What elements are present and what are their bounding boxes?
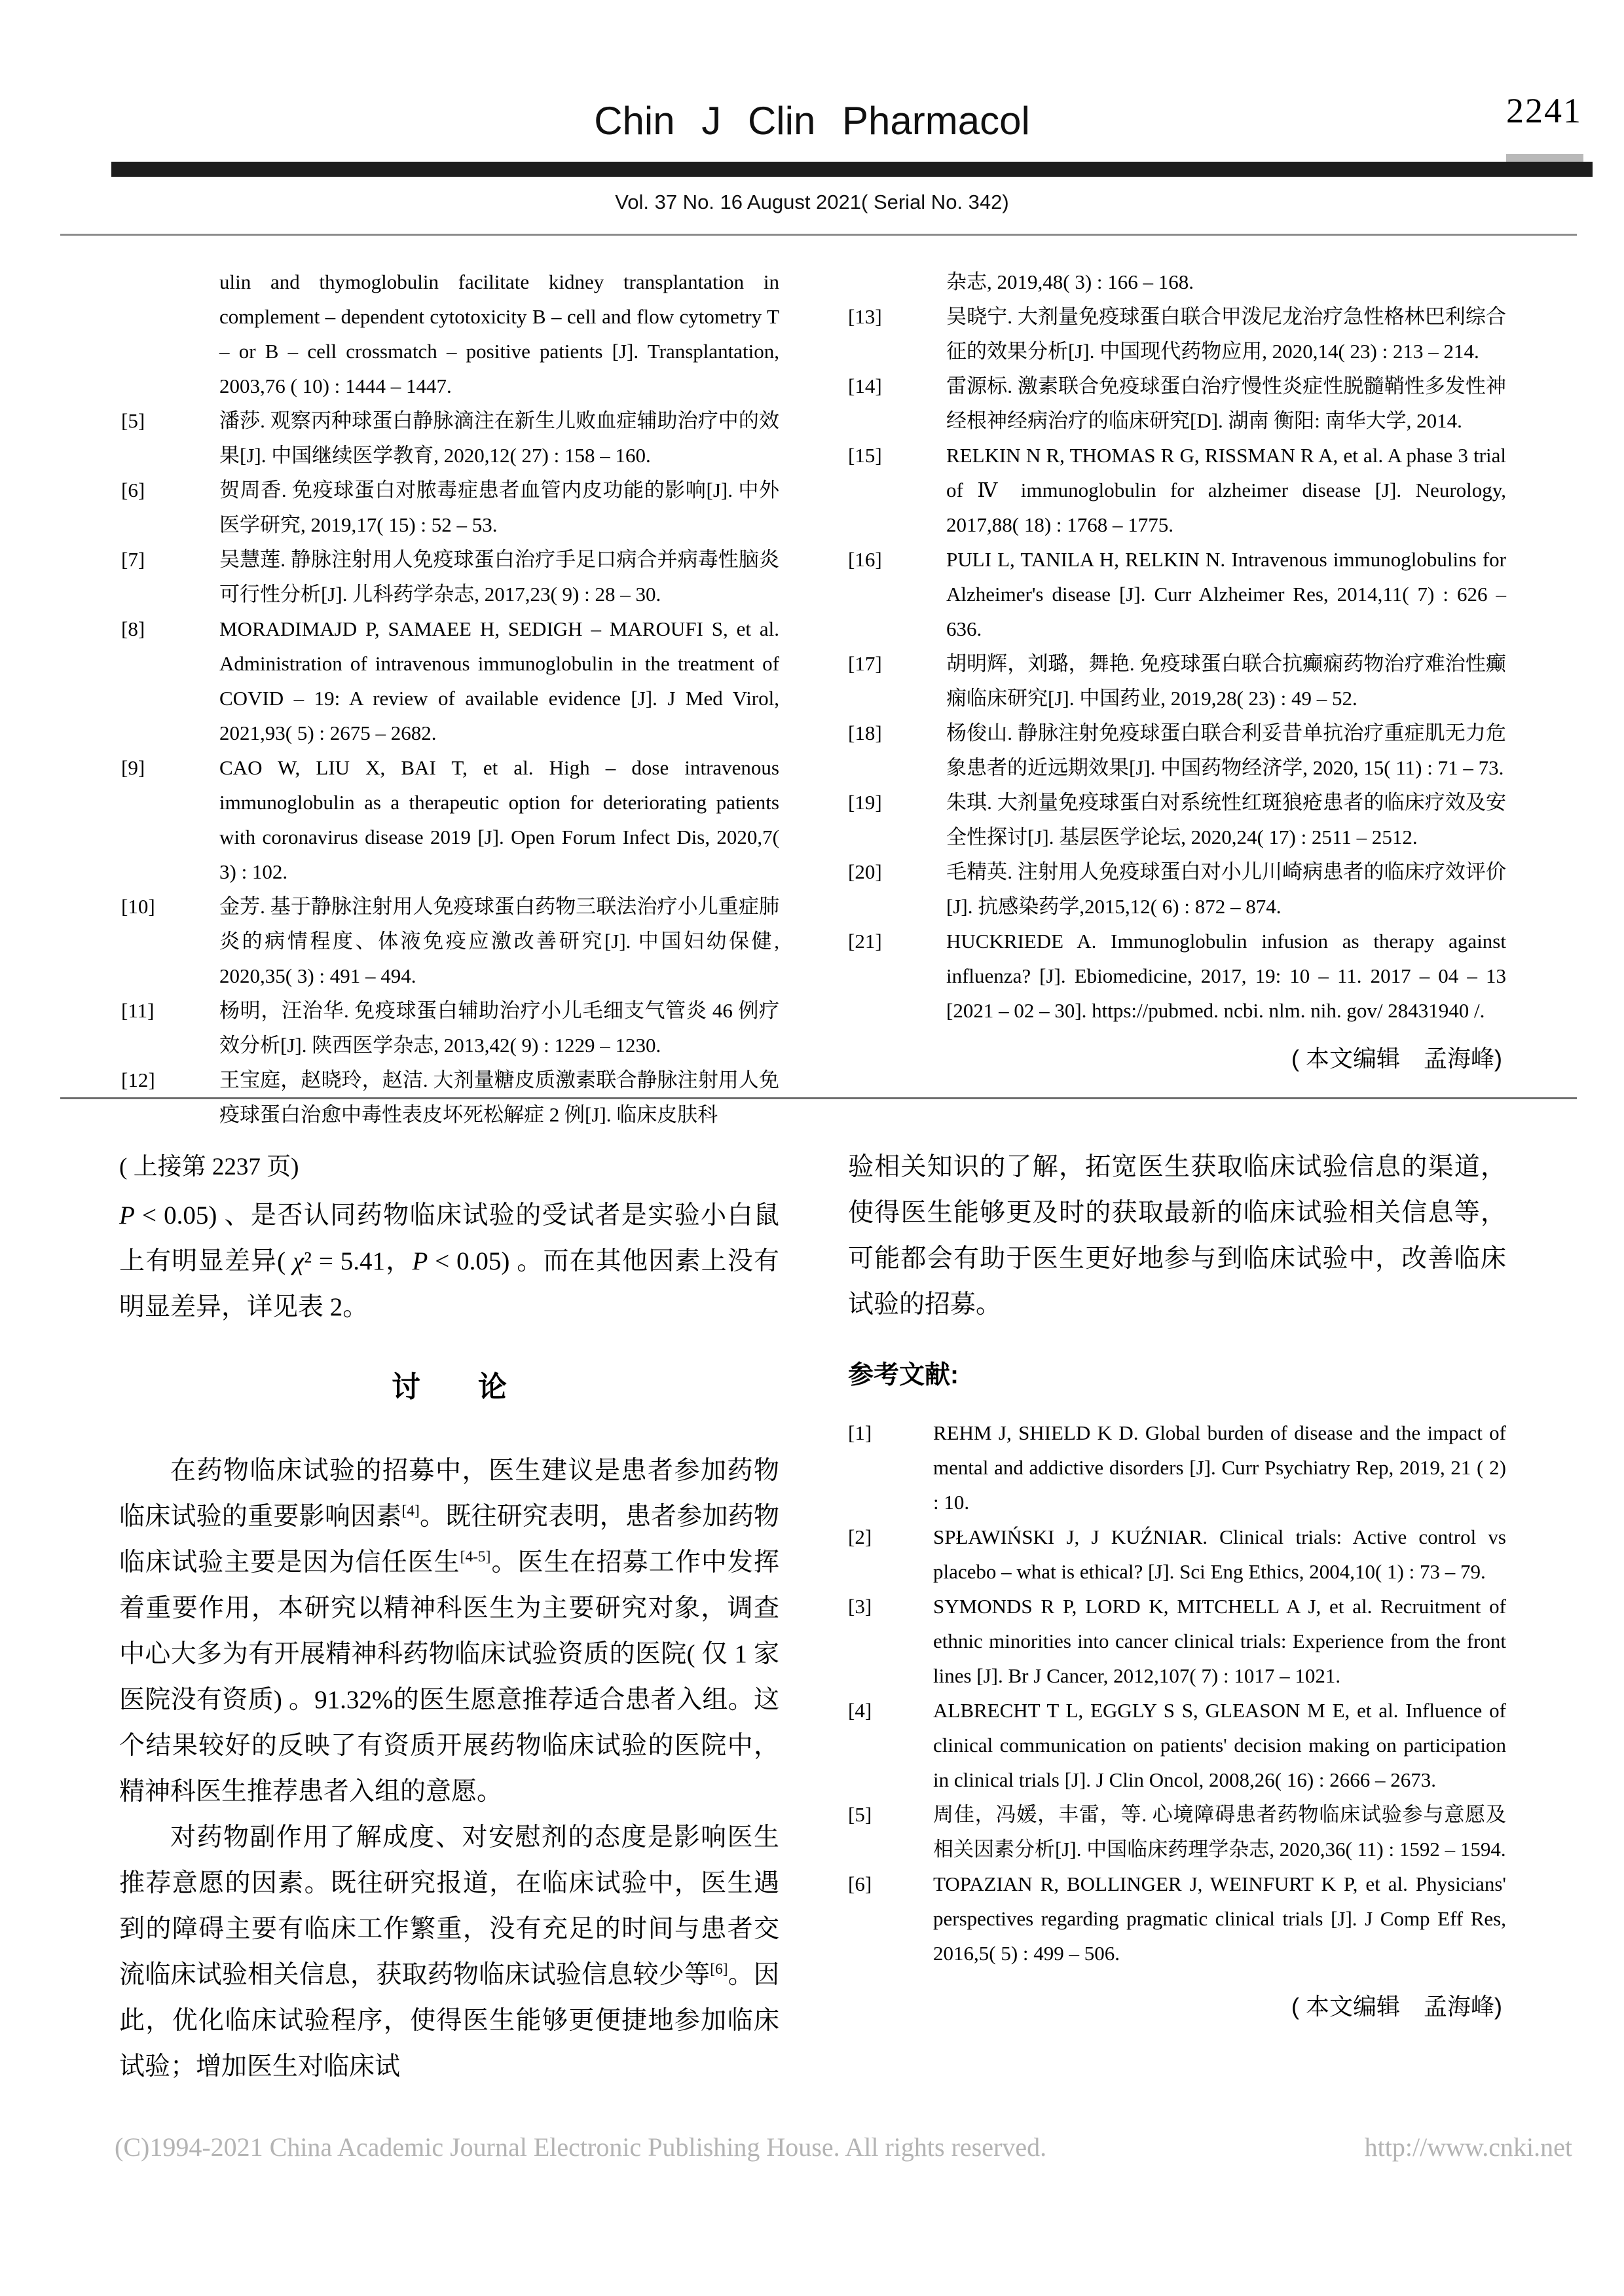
reference-text: 杨俊山. 静脉注射免疫球蛋白联合利妥昔单抗治疗重症肌无力危象患者的近远期效果[J]. 中国药物经济学, 2020, 15( 11) : 71 – 73.	[946, 721, 1506, 779]
reference-item	[121, 542, 779, 611]
discussion-heading: 讨 论	[392, 1371, 507, 1403]
reference-item	[848, 924, 1506, 1028]
article-text-block	[119, 1448, 779, 2090]
reference-text: 朱琪. 大剂量免疫球蛋白对系统性红斑狼疮患者的临床疗效及安全性探讨[J]. 基层医学论坛, 2020,24( 17) : 2511 – 2512.	[946, 791, 1506, 848]
references-list-right	[848, 264, 1506, 1028]
continuation-note: ( 上接第 2237 页)	[119, 1154, 299, 1180]
article-references-list	[848, 1415, 1506, 1971]
reference-label: [16]	[848, 548, 882, 571]
article-text-block	[848, 1144, 1506, 1328]
section-divider-rule	[60, 1097, 1577, 1099]
reference-text: HUCKRIEDE A. Immunoglobulin infusion as therapy against influenza? [J]. Ebiomedicine, 2017, 19: 10 – 11. 2017 – 04 – 13 [2021 – 02 – 30]. https://pubmed. ncbi. nlm. nih. gov/ 28431940 /.	[946, 930, 1506, 1022]
reference-label: [5]	[121, 409, 145, 432]
reference-text: 杨明，汪治华. 免疫球蛋白辅助治疗小儿毛细支气管炎 46 例疗效分析[J]. 陕西医学杂志, 2013,42( 9) : 1229 – 1230.	[219, 999, 779, 1057]
reference-text: RELKIN N R, THOMAS R G, RISSMAN R A, et al. A phase 3 trial of Ⅳ immunoglobulin for alzheimer disease [J]. Neurology, 2017,88( 18) : 1768 – 1775.	[946, 444, 1506, 536]
reference-text: 贺周香. 免疫球蛋白对脓毒症患者血管内皮功能的影响[J]. 中外医学研究, 2019,17( 15) : 52 – 53.	[219, 479, 779, 536]
reference-label: [14]	[848, 374, 882, 397]
reference-label: [2]	[848, 1525, 872, 1548]
page-number: 2241	[1506, 91, 1582, 130]
references-column-right	[848, 264, 1506, 1076]
reference-item	[848, 785, 1506, 854]
paragraph: 验相关知识的了解，拓宽医生获取临床试验信息的渠道，使得医生能够更及时的获取最新的临床试验相关信息等，可能都会有助于医生更好地参与到临床试验中，改善临床试验的招募。	[848, 1153, 1506, 1319]
reference-text: SYMONDS R P, LORD K, MITCHELL A J, et al. Recruitment of ethnic minorities into cancer clinical trials: Experience from the front lines [J]. Br J Cancer, 2012,107( 7) : 1017 – 1021.	[933, 1595, 1506, 1687]
reference-item	[848, 716, 1506, 785]
reference-label: [1]	[848, 1421, 872, 1444]
reference-item	[121, 750, 779, 889]
reference-label: [6]	[121, 479, 145, 501]
volume-line: Vol. 37 No. 16 August 2021( Serial No. 342)	[615, 191, 1009, 213]
reference-text: PULI L, TANILA H, RELKIN N. Intravenous immunoglobulins for Alzheimer's disease [J]. Curr Alzheimer Res, 2014,11( 7) : 626 – 636.	[946, 548, 1506, 640]
reference-label: [10]	[121, 895, 155, 918]
reference-text: 雷源标. 激素联合免疫球蛋白治疗慢性炎症性脱髓鞘性多发性神经根神经病治疗的临床研究[D]. 湖南 衡阳: 南华大学, 2014.	[946, 374, 1506, 432]
reference-text: 金芳. 基于静脉注射用人免疫球蛋白药物三联法治疗小儿重症肺炎的病情程度、体液免疫应激改善研究[J]. 中国妇幼保健, 2020,35( 3) : 491 – 494.	[219, 895, 779, 987]
header-bar-accent	[1506, 154, 1583, 162]
reference-item	[848, 1589, 1506, 1693]
reference-text: 周佳，冯媛，丰雷，等. 心境障碍患者药物临床试验参与意愿及相关因素分析[J]. 中国临床药理学杂志, 2020,36( 11) : 1592 – 1594.	[933, 1803, 1506, 1861]
reference-text: SPŁAWIŃSKI J, J KUŹNIAR. Clinical trials: Active control vs placebo – what is ethical? [J]. Sci Eng Ethics, 2004,10( 1) : 73 – 79.	[933, 1525, 1506, 1583]
journal-title: Chin J Clin Pharmacol	[594, 99, 1030, 143]
reference-label: [13]	[848, 305, 882, 328]
reference-text: 杂志, 2019,48( 3) : 166 – 168.	[946, 270, 1194, 293]
header-divider-rule	[60, 234, 1577, 236]
article-column-left	[119, 1144, 779, 2090]
reference-label: [20]	[848, 860, 882, 883]
copyright-text: (C)1994-2021 China Academic Journal Electronic Publishing House. All rights reserved.	[115, 2132, 1047, 2162]
reference-text: 潘莎. 观察丙种球蛋白静脉滴注在新生儿败血症辅助治疗中的效果[J]. 中国继续医学教育, 2020,12( 27) : 158 – 160.	[219, 409, 779, 467]
reference-text: TOPAZIAN R, BOLLINGER J, WEINFURT K P, et al. Physicians' perspectives regarding pragmatic clinical trials [J]. J Comp Eff Res, 2016,5( 5) : 499 – 506.	[933, 1872, 1506, 1965]
cnki-url: http://www.cnki.net	[1364, 2132, 1572, 2162]
reference-text: 毛精英. 注射用人免疫球蛋白对小儿川崎病患者的临床疗效评价[J]. 抗感染药学,2015,12( 6) : 872 – 874.	[946, 860, 1506, 918]
paragraph: 对药物副作用了解成度、对安慰剂的态度是影响医生推荐意愿的因素。既往研究报道，在临床试验中，医生遇到的障碍主要有临床工作繁重，没有充足的时间与患者交流临床试验相关信息，获取药物临床试验信息较少等[6]。因此，优化临床试验程序，使得医生能够更便捷地参加临床试验；增加医生对临床试	[119, 1823, 779, 2081]
reference-item	[121, 403, 779, 473]
reference-label: [7]	[121, 548, 145, 571]
reference-text: 王宝庭，赵晓玲，赵洁. 大剂量糖皮质激素联合静脉注射用人免疫球蛋白治愈中毒性表皮坏死松解症 2 例[J]. 临床皮肤科	[219, 1068, 779, 1126]
reference-text: ulin and thymoglobulin facilitate kidney transplantation in complement – dependent cytotoxicity B – cell and flow cytometry T – or B – cell crossmatch – positive patients [J]. Transplantation, 2003,76 ( 10) : 1444 – 1447.	[219, 270, 779, 397]
reference-text: 吴慧莲. 静脉注射用人免疫球蛋白治疗手足口病合并病毒性脑炎可行性分析[J]. 儿科药学杂志, 2017,23( 9) : 28 – 30.	[219, 548, 779, 606]
reference-label: [17]	[848, 652, 882, 675]
paragraph: P < 0.05) 、是否认同药物临床试验的受试者是实验小白鼠上有明显差异( χ² = 5.41，P < 0.05) 。而在其他因素上没有明显差异，详见表 2。	[119, 1201, 780, 1321]
reference-item	[848, 369, 1506, 438]
copyright-footer	[115, 2132, 1572, 2162]
reference-label: [21]	[848, 930, 882, 953]
reference-text: 吴晓宁. 大剂量免疫球蛋白联合甲泼尼龙治疗急性格林巴利综合征的效果分析[J]. 中国现代药物应用, 2020,14( 23) : 213 – 214.	[946, 305, 1506, 363]
reference-label: [9]	[121, 756, 145, 779]
paragraph: 在药物临床试验的招募中，医生建议是患者参加药物临床试验的重要影响因素[4]。既往研究表明，患者参加药物临床试验主要是因为信任医生[4-5]。医生在招募工作中发挥着重要作用，本研究以精神科医生为主要研究对象，调查中心大多为有开展精神科药物临床试验资质的医院( 仅 1 家医院没有资质) 。91.32%的医生愿意推荐适合患者入组。这个结果较好的反映了有资质开展药物临床试验的医院中，精神科医生推荐患者入组的意愿。	[119, 1457, 779, 1806]
reference-item	[848, 1520, 1506, 1589]
reference-item	[121, 264, 779, 403]
reference-item	[848, 1693, 1506, 1797]
reference-label: [19]	[848, 791, 882, 814]
reference-text: REHM J, SHIELD K D. Global burden of disease and the impact of mental and addictive disorders [J]. Curr Psychiatry Rep, 2019, 21 ( 2) : 10.	[933, 1421, 1506, 1514]
reference-item	[121, 473, 779, 542]
reference-text: CAO W, LIU X, BAI T, et al. High – dose intravenous immunoglobulin as a therapeutic option for deteriorating patients with coronavirus disease 2019 [J]. Open Forum Infect Dis, 2020,7( 3) : 102.	[219, 756, 779, 883]
article-column-right	[848, 1144, 1506, 2030]
reference-item	[848, 854, 1506, 924]
reference-item	[848, 1797, 1506, 1867]
reference-label: [8]	[121, 617, 145, 640]
reference-text: 胡明辉，刘璐，舞艳. 免疫球蛋白联合抗癫痫药物治疗难治性癫痫临床研究[J]. 中国药业, 2019,28( 23) : 49 – 52.	[946, 652, 1506, 710]
reference-item	[121, 889, 779, 993]
reference-item	[848, 299, 1506, 369]
header-black-bar	[111, 162, 1593, 177]
reference-label: [15]	[848, 444, 882, 467]
reference-item	[848, 264, 1506, 299]
reference-item	[848, 438, 1506, 542]
reference-text: MORADIMAJD P, SAMAEE H, SEDIGH – MAROUFI S, et al. Administration of intravenous immunoglobulin in the treatment of COVID – 19: A review of available evidence [J]. J Med Virol, 2021,93( 5) : 2675 – 2682.	[219, 617, 779, 744]
reference-label: [11]	[121, 999, 155, 1022]
reference-label: [5]	[848, 1803, 872, 1826]
reference-label: [12]	[121, 1068, 155, 1091]
reference-item	[848, 1867, 1506, 1971]
references-heading: 参考文献:	[848, 1361, 959, 1389]
editor-note-top: ( 本文编辑 孟海峰)	[1291, 1045, 1502, 1072]
reference-item	[848, 542, 1506, 646]
reference-item	[848, 646, 1506, 716]
reference-label: [3]	[848, 1595, 872, 1618]
editor-note-article: ( 本文编辑 孟海峰)	[1291, 1993, 1502, 2020]
reference-text: ALBRECHT T L, EGGLY S S, GLEASON M E, et al. Influence of clinical communication on patients' decision making on participation in clinical trials [J]. J Clin Oncol, 2008,26( 16) : 2666 – 2673.	[933, 1699, 1506, 1791]
reference-label: [6]	[848, 1872, 872, 1895]
reference-label: [18]	[848, 721, 882, 744]
reference-item	[121, 993, 779, 1063]
references-column-left	[121, 264, 779, 1132]
reference-item	[848, 1415, 1506, 1520]
reference-item	[121, 611, 779, 750]
reference-label: [4]	[848, 1699, 872, 1722]
article-text-block	[119, 1193, 779, 1330]
